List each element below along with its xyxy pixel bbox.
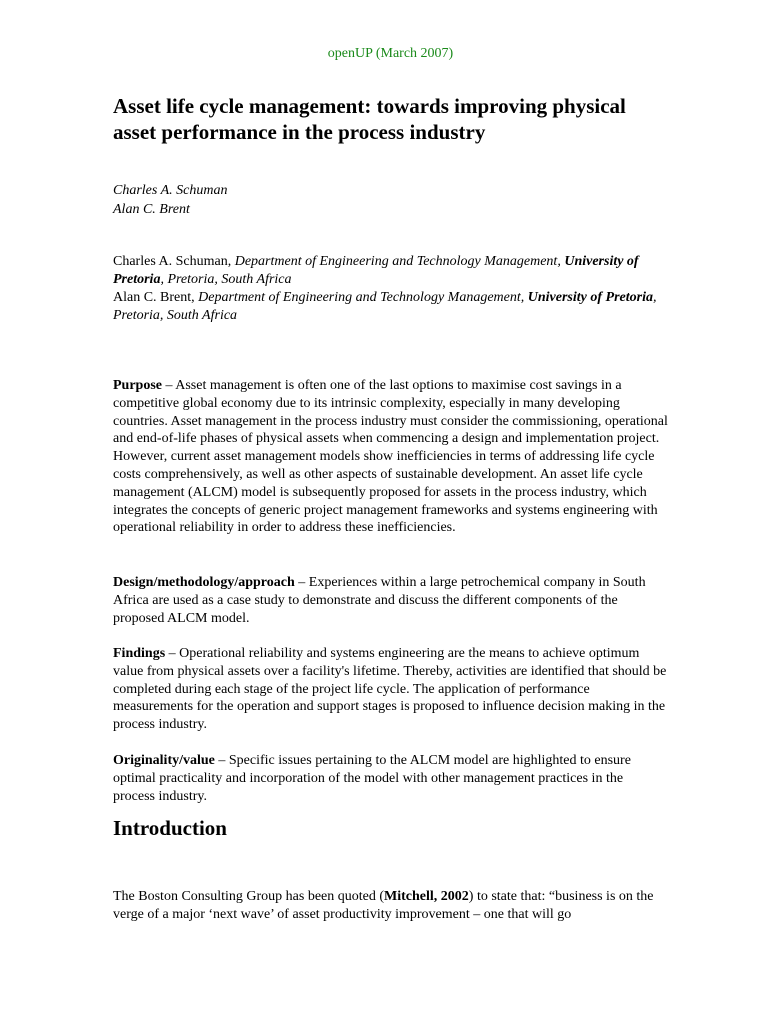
section-text: – Operational reliability and systems engineering are the means to achieve optimum value from physical assets over a facility's lifetime. Thereby, activities are identified that should be completed during each stage of the project life cycle. The application of performance measurements for the operation and support stages is proposed to influence decision making in the process industry.	[113, 646, 667, 733]
affiliation-block	[113, 253, 668, 325]
paragraph-text: ) to state that: “business is on the verge of a major ‘next wave’ of asset productivity improvement – one that will go	[113, 889, 654, 922]
section-text: – Asset management is often one of the last options to maximise cost savings in a competitive global economy due to its intrinsic complexity, especially in many developing countries. Asset management in the process industry must consider the commissioning, operational and end-of-life phases of physical assets when commencing a design and implementation project. However, current asset management models show inefficiencies in terms of addressing life cycle costs comprehensively, as well as other aspects of sustainable development. An asset life cycle management (ALCM) model is subsequently proposed for assets in the process industry, which integrates the concepts of generic project management frameworks and systems engineering with operational reliability in order to address these inefficiencies.	[113, 378, 668, 536]
affiliation-university: University of Pretoria	[527, 290, 653, 305]
affiliation-department: Department of Engineering and Technology Management,	[198, 290, 528, 305]
section-label: Design/methodology/approach	[113, 575, 295, 590]
journal-header: openUP (March 2007)	[327, 46, 454, 61]
affiliation-university: University of Pretoria	[113, 254, 639, 287]
affiliation-author: Charles A. Schuman,	[113, 254, 235, 269]
author-name: Charles A. Schuman	[113, 183, 228, 198]
affiliation-author: Alan C. Brent,	[113, 290, 199, 305]
author-list	[113, 181, 227, 219]
introduction-paragraph	[113, 888, 668, 924]
abstract-purpose	[113, 377, 668, 537]
paragraph-text: The Boston Consulting Group has been quoted (	[113, 889, 385, 904]
abstract-design	[113, 574, 668, 627]
affiliation-department: Department of Engineering and Technology Management,	[234, 254, 565, 269]
author-name: Alan C. Brent	[113, 202, 190, 217]
section-heading-introduction: Introduction	[113, 816, 227, 840]
affiliation-location: , Pretoria, South Africa	[160, 272, 292, 287]
citation-link[interactable]: Mitchell, 2002	[384, 889, 469, 904]
abstract-originality	[113, 752, 668, 805]
affiliation-location: , Pretoria, South Africa	[113, 290, 657, 323]
affiliation-entry	[113, 289, 668, 325]
abstract-findings	[113, 645, 668, 734]
section-text: – Specific issues pertaining to the ALCM model are highlighted to ensure optimal practicality and incorporation of the model with other management practices in the process industry.	[113, 753, 631, 804]
affiliation-entry	[113, 253, 668, 289]
paper-title: Asset life cycle management: towards improving physical asset performance in the process industry	[113, 94, 626, 144]
section-text: – Experiences within a large petrochemical company in South Africa are used as a case study to demonstrate and discuss the different components of the proposed ALCM model.	[113, 575, 646, 626]
section-label: Findings	[113, 646, 166, 661]
section-label: Purpose	[113, 378, 162, 393]
section-label: Originality/value	[113, 753, 215, 768]
